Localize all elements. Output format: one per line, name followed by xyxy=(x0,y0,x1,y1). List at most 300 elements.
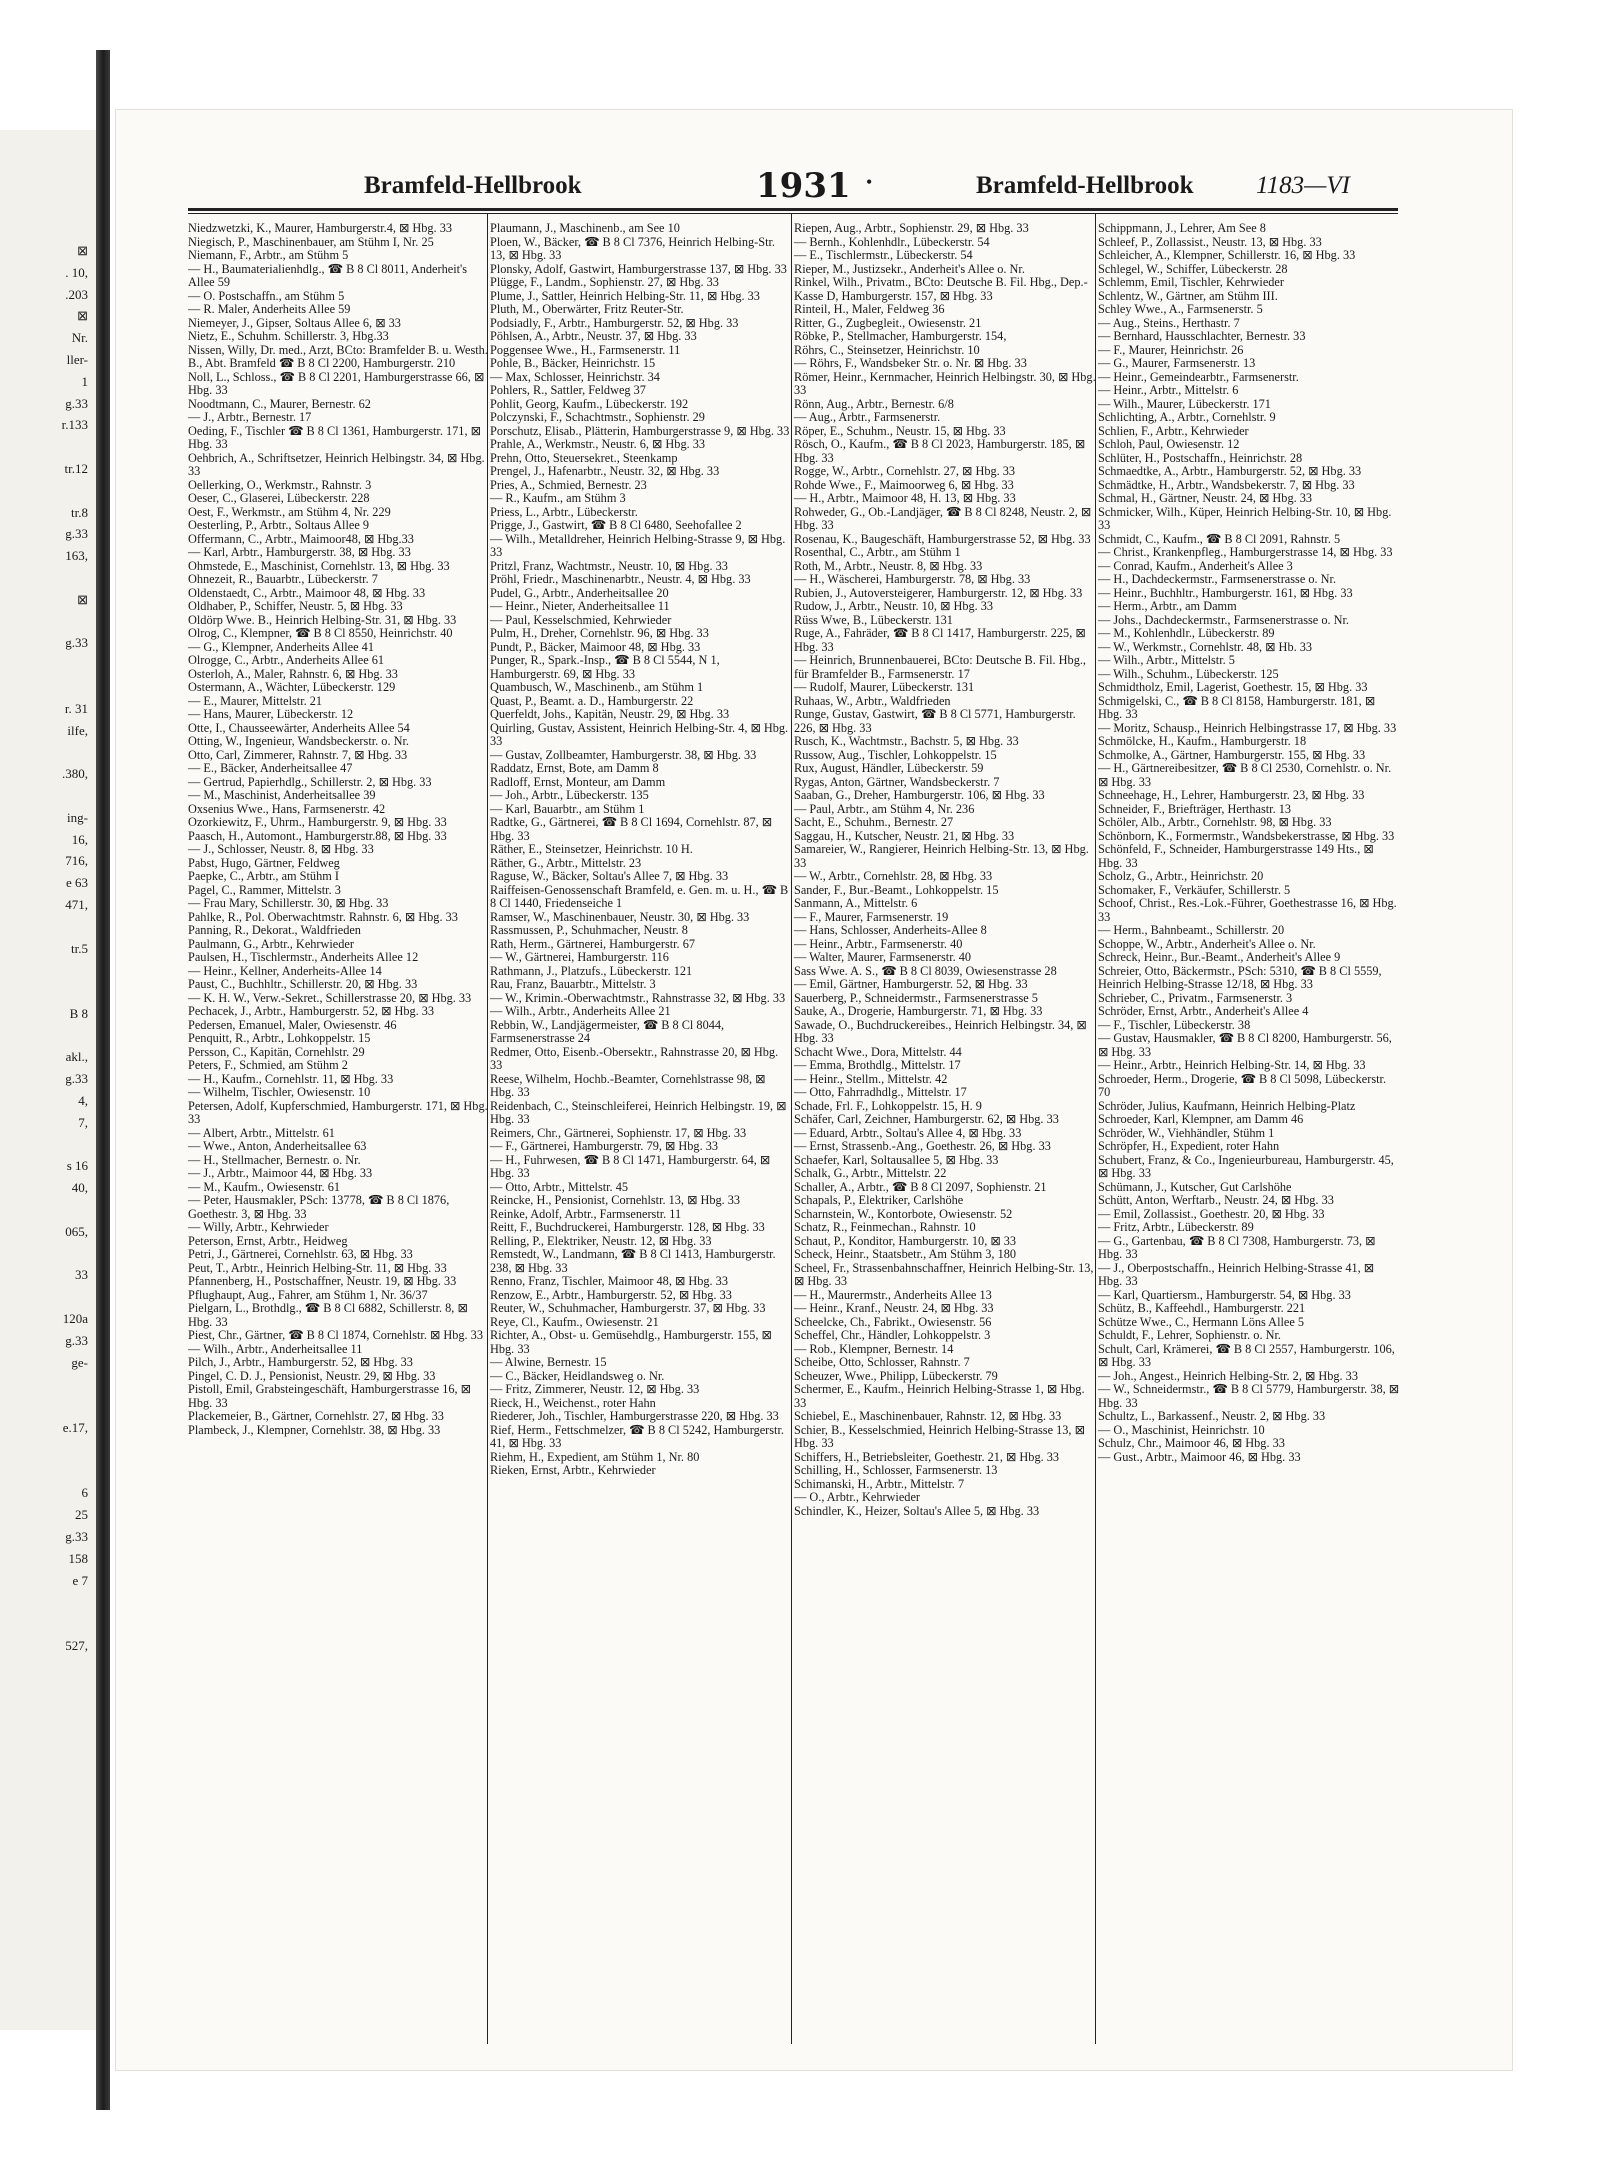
directory-entry: Schindler, K., Heizer, Soltau's Allee 5, ⊠ Hbg. 33 xyxy=(794,1503,1040,1518)
directory-entry: Polczynski, F., Schachtmstr., Sophienstr. 29 xyxy=(490,410,705,424)
directory-entry: Reese, Wilhelm, Hochb.-Beamter, Cornehlstrasse 98, ⊠ Hbg. 33 xyxy=(490,1071,766,1099)
directory-entry: Schomaker, F., Verkäufer, Schillerstr. 5 xyxy=(1098,882,1291,897)
margin-fragment: 120a xyxy=(62,1311,88,1327)
directory-column-2 xyxy=(490,222,792,1478)
margin-fragment: 163, xyxy=(65,548,88,564)
directory-entry: Rathmann, J., Platzufs., Lübeckerstr. 121 xyxy=(490,963,693,978)
directory-entry: Russow, Aug., Tischler, Lohkoppelstr. 15 xyxy=(794,747,997,762)
directory-entry: Rosenthal, C., Arbtr., am Stühm 1 xyxy=(794,545,961,559)
directory-entry: Rohde Wwe., F., Maimoorweg 6, ⊠ Hbg. 33 xyxy=(794,477,1014,492)
margin-fragment xyxy=(62,785,88,807)
margin-fragment: .380, xyxy=(62,766,88,782)
directory-entry: Schreck, Heinr., Bur.-Beamt., Anderheit's Allee 9 xyxy=(1098,950,1341,964)
directory-entry: Schümann, J., Kutscher, Gut Carlshöhe xyxy=(1098,1179,1292,1194)
margin-fragment: 158 xyxy=(68,1550,88,1566)
directory-entry: Rassmussen, P., Schuhmacher, Neustr. 8 xyxy=(490,923,688,937)
directory-entry: Schippmann, J., Lehrer, Am See 8 xyxy=(1098,221,1266,235)
directory-entry: Schmaedtke, A., Arbtr., Hamburgerstr. 52, ⊠ Hbg. 33 xyxy=(1098,464,1362,478)
directory-entry: Persson, C., Kapitän, Cornehlstr. 29 xyxy=(188,1044,365,1059)
directory-entry: — F., Gärtnerei, Hamburgerstr. 79, ⊠ Hbg. 33 xyxy=(490,1139,719,1153)
directory-entry: — H., Arbtr., Maimoor 48, H. 13, ⊠ Hbg. 33 xyxy=(794,491,1016,505)
directory-column-1 xyxy=(188,222,490,1437)
directory-entry: Querfeldt, Johs., Kapitän, Neustr. 29, ⊠ Hbg. 33 xyxy=(490,707,730,721)
directory-entry: Peters, F., Schmied, am Stühm 2 xyxy=(188,1058,348,1072)
directory-entry: Reuter, W., Schuhmacher, Hamburgerstr. 37, ⊠ Hbg. 33 xyxy=(490,1301,766,1315)
directory-entry: — Wilhelm, Tischler, Owiesenstr. 10 xyxy=(188,1085,371,1099)
directory-entry: Schuldt, F., Lehrer, Sophienstr. o. Nr. xyxy=(1098,1328,1281,1342)
directory-entry: Punger, R., Spark.-Insp., ☎ B 8 Cl 5544, N 1, Hamburgerstr. 69, ⊠ Hbg. 33 xyxy=(490,653,720,681)
directory-entry: Nissen, Willy, Dr. med., Arzt, BCto: Bramfelder B. u. Westh. B., Abt. Bramfeld ☎ B 8 Cl 2200, Hamburgerstr. 210 xyxy=(188,342,488,370)
directory-entry: — J., Arbtr., Maimoor 44, ⊠ Hbg. 33 xyxy=(188,1166,373,1180)
directory-entry: Runge, Gustav, Gastwirt, ☎ B 8 Cl 5771, Hamburgerstr. 226, ⊠ Hbg. 33 xyxy=(794,707,1076,735)
directory-entry: Röhrs, C., Steinsetzer, Heinrichstr. 10 xyxy=(794,342,980,357)
margin-fragment xyxy=(62,916,88,938)
directory-entry: — E., Maurer, Mittelstr. 21 xyxy=(188,693,323,708)
adjacent-page-text xyxy=(62,240,88,1657)
directory-entry: — Frau Mary, Schillerstr. 30, ⊠ Hbg. 33 xyxy=(188,896,389,910)
directory-entry: Schimanski, H., Arbtr., Mittelstr. 7 xyxy=(794,1476,965,1491)
directory-entry: — Gustav, Hausmakler, ☎ B 8 Cl 8200, Hamburgerstr. 56, ⊠ Hbg. 33 xyxy=(1098,1031,1392,1059)
directory-entry: — W., Arbtr., Cornehlstr. 28, ⊠ Hbg. 33 xyxy=(794,869,993,883)
directory-entry: Rygas, Anton, Gärtner, Wandsbeckerstr. 7 xyxy=(794,774,1000,789)
margin-fragment: tr.12 xyxy=(64,460,88,476)
directory-entry: Rief, Herm., Fettschmelzer, ☎ B 8 Cl 5242, Hamburgerstr. 41, ⊠ Hbg. 33 xyxy=(490,1422,784,1450)
directory-entry: Peterson, Ernst, Arbtr., Heidweg xyxy=(188,1233,348,1248)
directory-entry: — M., Maschinist, Anderheitsallee 39 xyxy=(188,788,376,802)
directory-entry: — Heinr., Arbtr., Heinrich Helbing-Str. 14, ⊠ Hbg. 33 xyxy=(1098,1058,1366,1072)
header-rule-bottom xyxy=(188,213,1398,214)
directory-entry: Ramser, W., Maschinenbauer, Neustr. 30, ⊠ Hbg. 33 xyxy=(490,909,750,924)
year-heading: 1931 xyxy=(756,166,851,206)
directory-entry: — J., Oberpostschaffn., Heinrich Helbing-Strasse 41, ⊠ Hbg. 33 xyxy=(1098,1260,1375,1288)
directory-entry: — Wilh., Schuhm., Lübeckerstr. 125 xyxy=(1098,666,1279,681)
directory-entry: — G., Gartenbau, ☎ B 8 Cl 7308, Hamburgerstr. 73, ⊠ Hbg. 33 xyxy=(1098,1233,1376,1261)
header-rule-top xyxy=(188,208,1398,211)
directory-entry: Rinkel, Wilh., Privatm., BCto: Deutsche B. Fil. Hbg., Dep.-Kasse D, Hamburgerstr. 157, ⊠ Hbg. 33 xyxy=(794,275,1088,303)
directory-entry: Rubien, J., Autoversteigerer, Hamburgerstr. 12, ⊠ Hbg. 33 xyxy=(794,585,1083,600)
directory-entry: Pistoll, Emil, Grabsteingeschäft, Hamburgerstrasse 16, ⊠ Hbg. 33 xyxy=(188,1382,471,1410)
margin-fragment xyxy=(62,1243,88,1265)
directory-entry: Schley Wwe., A., Farmsenerstr. 5 xyxy=(1098,302,1263,316)
directory-entry: Schulz, Chr., Maimoor 46, ⊠ Hbg. 33 xyxy=(1098,1436,1285,1450)
directory-entry: Pielgarn, L., Brothdlg., ☎ B 8 Cl 6882, Schillerstr. 8, ⊠ Hbg. 33 xyxy=(188,1301,468,1329)
directory-entry: Niegisch, P., Maschinenbauer, am Stühm I, Nr. 25 xyxy=(188,234,434,249)
directory-entry: Oesterling, P., Arbtr., Soltaus Allee 9 xyxy=(188,518,370,532)
directory-entry: Pagel, C., Rammer, Mittelstr. 3 xyxy=(188,882,341,897)
directory-column-4 xyxy=(1098,222,1400,1464)
book-gutter xyxy=(96,50,110,2110)
margin-fragment: ing- xyxy=(67,809,88,825)
directory-entry: Pingel, C. D. J., Pensionist, Neustr. 29, ⊠ Hbg. 33 xyxy=(188,1368,436,1383)
directory-entry: Schmidt, C., Kaufm., ☎ B 8 Cl 2091, Rahnstr. 5 xyxy=(1098,531,1341,546)
directory-entry: Scheffel, Chr., Händler, Lohkoppelstr. 3 xyxy=(794,1328,991,1342)
margin-fragment xyxy=(62,1373,88,1395)
margin-fragment: 716, xyxy=(65,853,88,869)
directory-entry: — H., Fuhrwesen, ☎ B 8 Cl 1471, Hamburgerstr. 64, ⊠ Hbg. 33 xyxy=(490,1152,771,1180)
margin-fragment: g.33 xyxy=(65,1332,88,1348)
directory-entry: Riehm, H., Expedient, am Stühm 1, Nr. 80 xyxy=(490,1449,700,1464)
directory-entry: — Paul, Kesselschmied, Kehrwieder xyxy=(490,612,672,627)
margin-fragment: ge- xyxy=(71,1354,88,1370)
directory-entry: Pedersen, Emanuel, Maler, Owiesenstr. 46 xyxy=(188,1017,397,1032)
running-head-right: Bramfeld-Hellbrook xyxy=(976,172,1194,199)
directory-entry: Prengel, J., Hafenarbtr., Neustr. 32, ⊠ Hbg. 33 xyxy=(490,464,720,478)
directory-entry: Sauerberg, P., Schneidermstr., Farmsenerstrasse 5 xyxy=(794,990,1038,1005)
directory-entry: Rogge, W., Arbtr., Cornehlstr. 27, ⊠ Hbg. 33 xyxy=(794,464,1016,478)
directory-entry: — Otto, Fahrradhdlg., Mittelstr. 17 xyxy=(794,1085,967,1099)
margin-fragment xyxy=(62,436,88,458)
directory-entry: Paepke, C., Arbtr., am Stühm I xyxy=(188,869,339,883)
directory-entry: Schütze Wwe., C., Hermann Löns Allee 5 xyxy=(1098,1314,1305,1329)
directory-entry: Raiffeisen-Genossenschaft Bramfeld, e. Gen. m. u. H., ☎ B 8 Cl 1440, Friedenseiche 1 xyxy=(490,882,789,910)
directory-entry: — O., Arbtr., Kehrwieder xyxy=(794,1490,921,1504)
directory-entry: Schmigelski, C., ☎ B 8 Cl 8158, Hamburgerstr. 181, ⊠ Hbg. 33 xyxy=(1098,693,1376,721)
directory-entry: — J., Arbtr., Bernestr. 17 xyxy=(188,410,312,424)
directory-entry: Schleef, P., Zollassist., Neustr. 13, ⊠ Hbg. 33 xyxy=(1098,234,1322,249)
directory-entry: Rieck, H., Weichenst., roter Hahn xyxy=(490,1395,656,1410)
directory-entry: Schreier, Otto, Bäckermstr., PSch: 5310, ☎ B 8 Cl 5559, Heinrich Helbing-Strasse 12/18, ⊠ Hbg. 33 xyxy=(1098,963,1382,991)
directory-entry: Schäfer, Carl, Zeichner, Hamburgerstr. 62, ⊠ Hbg. 33 xyxy=(794,1112,1059,1126)
directory-entry: Pohle, B., Bäcker, Heinrichstr. 15 xyxy=(490,356,656,370)
directory-entry: Plonsky, Adolf, Gastwirt, Hamburgerstrasse 137, ⊠ Hbg. 33 xyxy=(490,261,787,276)
directory-entry: — H., Stellmacher, Bernestr. o. Nr. xyxy=(188,1152,361,1167)
directory-entry: — Heinr., Arbtr., Farmsenerstr. 40 xyxy=(794,936,963,951)
margin-fragment: 527, xyxy=(65,1638,88,1653)
directory-entry: Schroeder, Herm., Drogerie, ☎ B 8 Cl 5098, Lübeckerstr. 70 xyxy=(1098,1071,1387,1099)
margin-fragment xyxy=(62,676,88,698)
directory-entry: Plügge, F., Landm., Sophienstr. 27, ⊠ Hbg. 33 xyxy=(490,275,719,289)
directory-entry: — H., Wäscherei, Hamburgerstr. 78, ⊠ Hbg. 33 xyxy=(794,572,1031,586)
directory-entry: Panning, R., Dekorat., Waldfrieden xyxy=(188,923,361,937)
directory-entry: Schütz, B., Kaffeehdl., Hamburgerstr. 221 xyxy=(1098,1301,1306,1315)
directory-entry: Schlentz, W., Gärtner, am Stühm III. xyxy=(1098,288,1278,303)
directory-entry: Pabst, Hugo, Gärtner, Feldweg xyxy=(188,855,340,870)
directory-entry: Pröhl, Friedr., Maschinenarbtr., Neustr. 4, ⊠ Hbg. 33 xyxy=(490,572,751,586)
directory-entry: Schmicker, Wilh., Küper, Heinrich Helbing-Str. 10, ⊠ Hbg. 33 xyxy=(1098,504,1392,532)
directory-entry: Noll, L., Schloss., ☎ B 8 Cl 2201, Hamburgerstrasse 66, ⊠ Hbg. 33 xyxy=(188,369,485,397)
directory-entry: Pilch, J., Arbtr., Hamburgerstr. 52, ⊠ Hbg. 33 xyxy=(188,1355,413,1369)
directory-page xyxy=(116,110,1512,2070)
directory-entry: — O. Postschaffn., am Stühm 5 xyxy=(188,288,345,303)
directory-entry: Paulsen, H., Tischlermstr., Anderheits Allee 12 xyxy=(188,950,419,964)
directory-entry: Rösch, O., Kaufm., ☎ B 8 Cl 2023, Hamburgerstr. 185, ⊠ Hbg. 33 xyxy=(794,437,1086,465)
directory-entry: Pluth, M., Oberwärter, Fritz Reuter-Str. xyxy=(490,302,684,316)
directory-entry: Quast, P., Beamt. a. D., Hamburgerstr. 22 xyxy=(490,693,694,708)
directory-entry: — M., Kohlenhdlr., Lübeckerstr. 89 xyxy=(1098,626,1275,640)
directory-column-3 xyxy=(794,222,1096,1518)
directory-entry: Penquitt, R., Arbtr., Lohkoppelstr. 15 xyxy=(188,1031,371,1045)
directory-entry: Prahle, A., Werkmstr., Neustr. 6, ⊠ Hbg. 33 xyxy=(490,437,706,451)
directory-entry: Piest, Chr., Gärtner, ☎ B 8 Cl 1874, Cornehlstr. ⊠ Hbg. 33 xyxy=(188,1328,483,1342)
directory-entry: Scheck, Heinr., Staatsbetr., Am Stühm 3, 180 xyxy=(794,1247,1017,1261)
directory-entry: Richter, A., Obst- u. Gemüsehdlg., Hamburgerstr. 155, ⊠ Hbg. 33 xyxy=(490,1328,772,1356)
directory-entry: — Wilh., Maurer, Lübeckerstr. 171 xyxy=(1098,396,1271,411)
margin-fragment xyxy=(62,567,88,589)
directory-entry: Rosenau, K., Baugeschäft, Hamburgerstrasse 52, ⊠ Hbg. 33 xyxy=(794,531,1091,546)
directory-entry: — Johs., Dachdeckermstr., Farmsenerstrasse o. Nr. xyxy=(1098,612,1350,627)
directory-entry: — Heinrich, Brunnenbauerei, BCto: Deutsche B. Fil. Hbg., für Bramfelder B., Farmsenerstr. 17 xyxy=(794,653,1087,681)
directory-entry: — Albert, Arbtr., Mittelstr. 61 xyxy=(188,1125,335,1140)
directory-entry: Schult, Carl, Krämerei, ☎ B 8 Cl 2557, Hamburgerstr. 106, ⊠ Hbg. 33 xyxy=(1098,1341,1395,1369)
directory-entry: Schönfeld, F., Schneider, Hamburgerstrasse 149 Hts., ⊠ Hbg. 33 xyxy=(1098,842,1374,870)
directory-entry: Petersen, Adolf, Kupferschmied, Hamburgerstr. 171, ⊠ Hbg. 33 xyxy=(188,1098,488,1126)
directory-entry: — Herm., Arbtr., am Damm xyxy=(1098,599,1237,613)
directory-entry: — Röhrs, F., Wandsbeker Str. o. Nr. ⊠ Hbg. 33 xyxy=(794,356,1027,370)
margin-fragment: ⊠ xyxy=(77,308,88,324)
directory-entry: Plume, J., Sattler, Heinrich Helbing-Str. 11, ⊠ Hbg. 33 xyxy=(490,288,760,303)
directory-entry: Schlegel, W., Schiffer, Lübeckerstr. 28 xyxy=(1098,261,1288,276)
directory-entry: — F., Tischler, Lübeckerstr. 38 xyxy=(1098,1017,1251,1032)
directory-entry: Pulm, H., Dreher, Cornehlstr. 96, ⊠ Hbg. 33 xyxy=(490,626,709,640)
directory-entry: — Willy, Arbtr., Kehrwieder xyxy=(188,1220,329,1234)
directory-entry: Reinke, Adolf, Arbtr., Farmsenerstr. 11 xyxy=(490,1206,682,1221)
directory-entry: Renzow, E., Arbtr., Hamburgerstr. 52, ⊠ Hbg. 33 xyxy=(490,1287,732,1302)
directory-entry: Schultz, L., Barkassenf., Neustr. 2, ⊠ Hbg. 33 xyxy=(1098,1409,1326,1423)
directory-entry: Oldenstaedt, C., Arbtr., Maimoor 48, ⊠ Hbg. 33 xyxy=(188,585,426,600)
directory-entry: Offermann, C., Arbtr., Maimoor48, ⊠ Hbg.33 xyxy=(188,531,414,546)
directory-entry: Scheibe, Otto, Schlosser, Rahnstr. 7 xyxy=(794,1355,970,1369)
directory-entry: — R., Kaufm., am Stühm 3 xyxy=(490,491,626,505)
directory-entry: Paulmann, G., Arbtr., Kehrwieder xyxy=(188,936,354,951)
directory-entry: Schatz, R., Feinmechan., Rahnstr. 10 xyxy=(794,1220,976,1234)
directory-entry: Rönn, Aug., Arbtr., Bernestr. 6/8 xyxy=(794,396,954,411)
margin-fragment: g.33 xyxy=(65,1529,88,1545)
directory-entry: — Heinr., Kranf., Neustr. 24, ⊠ Hbg. 33 xyxy=(794,1301,994,1315)
directory-entry: — Moritz, Schausp., Heinrich Helbingstrasse 17, ⊠ Hbg. 33 xyxy=(1098,720,1397,735)
directory-entry: — Emil, Zollassist., Goethestr. 20, ⊠ Hbg. 33 xyxy=(1098,1206,1325,1221)
directory-entry: Scholz, G., Arbtr., Heinrichstr. 20 xyxy=(1098,869,1264,883)
margin-fragment: 471, xyxy=(65,896,88,912)
margin-fragment: g.33 xyxy=(65,395,88,411)
directory-entry: — Wilh., Arbtr., Mittelstr. 5 xyxy=(1098,653,1235,667)
margin-fragment xyxy=(62,1134,88,1156)
directory-entry: Schmölcke, H., Kaufm., Hamburgerstr. 18 xyxy=(1098,734,1307,748)
directory-entry: Röbke, P., Stellmacher, Hamburgerstr. 154, xyxy=(794,329,1007,343)
directory-entry: Schleicher, A., Klempner, Schillerstr. 16, ⊠ Hbg. 33 xyxy=(1098,248,1356,262)
directory-entry: — Joh., Arbtr., Lübeckerstr. 135 xyxy=(490,788,649,802)
directory-entry: — Walter, Maurer, Farmsenerstr. 40 xyxy=(794,950,972,964)
directory-entry: Niemeyer, J., Gipser, Soltaus Allee 6, ⊠ 33 xyxy=(188,315,401,330)
directory-entry: Schiebel, E., Maschinenbauer, Rahnstr. 12, ⊠ Hbg. 33 xyxy=(794,1409,1062,1423)
margin-fragment: akl., xyxy=(65,1049,88,1065)
margin-fragment: 7, xyxy=(78,1114,88,1130)
margin-fragment: 4, xyxy=(78,1093,88,1109)
directory-entry: Schroeder, Karl, Klempner, am Damm 46 xyxy=(1098,1112,1304,1126)
margin-fragment: B 8 xyxy=(69,1005,88,1021)
margin-fragment xyxy=(62,981,88,1003)
directory-entry: Rinteil, H., Maler, Feldweg 36 xyxy=(794,302,945,316)
margin-fragment: s 16 xyxy=(66,1158,88,1174)
directory-entry: — Heinr., Stellm., Mittelstr. 42 xyxy=(794,1071,948,1086)
margin-fragment: g.33 xyxy=(65,635,88,651)
directory-entry: Plackemeier, B., Gärtner, Cornehlstr. 27, ⊠ Hbg. 33 xyxy=(188,1409,444,1423)
margin-fragment xyxy=(62,959,88,981)
directory-entry: Ostermann, A., Wächter, Lübeckerstr. 129 xyxy=(188,680,396,694)
directory-entry: Pries, A., Schmied, Bernestr. 23 xyxy=(490,477,647,492)
directory-entry: Räther, E., Steinsetzer, Heinrichstr. 10 H. xyxy=(490,842,693,856)
directory-entry: — Hans, Schlosser, Anderheits-Allee 8 xyxy=(794,923,987,937)
margin-fragment: 6 xyxy=(81,1485,88,1501)
directory-entry: Sander, F., Bur.-Beamt., Lohkoppelstr. 15 xyxy=(794,882,999,897)
margin-fragment: e 63 xyxy=(65,875,88,891)
margin-fragment: r. 31 xyxy=(64,700,88,716)
directory-entry: — H., Dachdeckermstr., Farmsenerstrasse o. Nr. xyxy=(1098,572,1337,586)
margin-fragment: .203 xyxy=(65,286,88,302)
margin-fragment: e 7 xyxy=(72,1572,88,1588)
directory-entry: — O., Maschinist, Heinrichstr. 10 xyxy=(1098,1422,1265,1437)
directory-entry: Sanmann, A., Mittelstr. 6 xyxy=(794,896,918,910)
directory-entry: — Wilh., Metalldreher, Heinrich Helbing-Strasse 9, ⊠ Hbg. 33 xyxy=(490,531,786,559)
directory-entry: Schlüter, H., Postschaffn., Heinrichstr. 28 xyxy=(1098,450,1303,465)
directory-entry: Niedzwetzki, K., Maurer, Hamburgerstr.4, ⊠ Hbg. 33 xyxy=(188,221,452,235)
directory-entry: Reitt, F., Buchdruckerei, Hamburgerstr. 128, ⊠ Hbg. 33 xyxy=(490,1220,765,1234)
directory-entry: Rüss Wwe, B., Lübeckerstr. 131 xyxy=(794,612,953,627)
directory-entry: Schier, B., Kesselschmied, Heinrich Helbing-Strasse 13, ⊠ Hbg. 33 xyxy=(794,1422,1085,1450)
directory-entry: Ruhaas, W., Arbtr., Waldfrieden xyxy=(794,693,951,708)
running-head-left: Bramfeld-Hellbrook xyxy=(364,172,582,199)
directory-entry: Reincke, H., Pensionist, Cornehlstr. 13, ⊠ Hbg. 33 xyxy=(490,1193,741,1207)
directory-entry: Petri, J., Gärtnerei, Cornehlstr. 63, ⊠ Hbg. 33 xyxy=(188,1247,413,1261)
directory-entry: Otting, W., Ingenieur, Wandsbeckerstr. o. Nr. xyxy=(188,734,409,748)
directory-entry: Schneider, F., Briefträger, Herthastr. 13 xyxy=(1098,801,1292,816)
directory-entry: — Hans, Maurer, Lübeckerstr. 12 xyxy=(188,707,354,721)
margin-fragment xyxy=(62,1591,88,1613)
directory-entry: Schröder, W., Viehhändler, Stühm 1 xyxy=(1098,1125,1275,1140)
directory-entry: Riepen, Aug., Arbtr., Sophienstr. 29, ⊠ Hbg. 33 xyxy=(794,221,1029,235)
directory-entry: — Bernh., Kohlenhdlr., Lübeckerstr. 54 xyxy=(794,234,990,249)
directory-entry: — E., Bäcker, Anderheitsallee 47 xyxy=(188,761,353,775)
directory-entry: Rebbin, W., Landjägermeister, ☎ B 8 Cl 8044, Farmsenerstrasse 24 xyxy=(490,1017,725,1045)
directory-entry: Porschutz, Elisab., Plätterin, Hamburgerstrasse 9, ⊠ Hbg. 33 xyxy=(490,423,790,438)
directory-entry: Schrieber, C., Privatm., Farmsenerstr. 3 xyxy=(1098,990,1293,1005)
directory-entry: Pundt, P., Bäcker, Maimoor 48, ⊠ Hbg. 33 xyxy=(490,639,701,654)
directory-entry: Pöhlsen, A., Arbtr., Neustr. 37, ⊠ Hbg. 33 xyxy=(490,329,697,343)
directory-entry: — Conrad, Kaufm., Anderheit's Allee 3 xyxy=(1098,558,1293,573)
directory-entry: Oehbrich, A., Schriftsetzer, Heinrich Helbingstr. 34, ⊠ Hbg. 33 xyxy=(188,450,485,478)
margin-fragment: tr.8 xyxy=(71,504,88,520)
directory-entry: Reimers, Chr., Gärtnerei, Sophienstr. 17, ⊠ Hbg. 33 xyxy=(490,1125,747,1140)
directory-entry: — Bernhard, Hausschlachter, Bernestr. 33 xyxy=(1098,329,1306,343)
margin-fragment xyxy=(62,480,88,502)
directory-entry: Rohweder, G., Ob.-Landjäger, ☎ B 8 Cl 8248, Neustr. 2, ⊠ Hbg. 33 xyxy=(794,504,1092,532)
directory-entry: — Rudolf, Maurer, Lübeckerstr. 131 xyxy=(794,680,975,694)
margin-fragment xyxy=(62,1613,88,1635)
header-dot: • xyxy=(866,172,873,192)
directory-entry: Schmolke, A., Gärtner, Hamburgerstr. 155, ⊠ Hbg. 33 xyxy=(1098,747,1366,762)
directory-entry: Ohnezeit, R., Bauarbtr., Lübeckerstr. 7 xyxy=(188,572,378,586)
directory-entry: Quambusch, W., Maschinenb., am Stühm 1 xyxy=(490,680,704,694)
directory-entry: Priess, L., Arbtr., Lübeckerstr. xyxy=(490,504,638,519)
directory-entry: Oeser, C., Glaserei, Lübeckerstr. 228 xyxy=(188,491,370,505)
directory-entry: — F., Maurer, Heinrichstr. 26 xyxy=(1098,342,1244,357)
margin-fragment: ilfe, xyxy=(67,722,88,738)
margin-fragment: ⊠ xyxy=(77,591,88,607)
directory-entry: Sawade, O., Buchdruckereibes., Heinrich Helbingstr. 34, ⊠ Hbg. 33 xyxy=(794,1017,1087,1045)
directory-entry: — Emil, Gärtner, Hamburgerstr. 52, ⊠ Hbg. 33 xyxy=(794,977,1028,991)
directory-entry: Schiffers, H., Betriebsleiter, Goethestr. 21, ⊠ Hbg. 33 xyxy=(794,1449,1060,1464)
directory-entry: Radtke, G., Gärtnerei, ☎ B 8 Cl 1694, Cornehlstr. 87, ⊠ Hbg. 33 xyxy=(490,815,773,843)
directory-entry: Pritzl, Franz, Wachtmstr., Neustr. 10, ⊠ Hbg. 33 xyxy=(490,558,728,573)
directory-entry: Plambeck, J., Klempner, Cornehlstr. 38, ⊠ Hbg. 33 xyxy=(188,1422,441,1437)
directory-entry: — E., Tischlermstr., Lübeckerstr. 54 xyxy=(794,248,973,262)
directory-entry: — J., Schlosser, Neustr. 8, ⊠ Hbg. 33 xyxy=(188,842,374,856)
margin-fragment xyxy=(62,654,88,676)
directory-entry: — Peter, Hausmakler, PSch: 13778, ☎ B 8 Cl 1876, Goethestr. 3, ⊠ Hbg. 33 xyxy=(188,1193,450,1221)
directory-entry: Schlemm, Emil, Tischler, Kehrwieder xyxy=(1098,275,1284,289)
directory-entry: Pohlit, Georg, Kaufm., Lübeckerstr. 192 xyxy=(490,396,689,411)
directory-entry: Ploen, W., Bäcker, ☎ B 8 Cl 7376, Heinrich Helbing-Str. 13, ⊠ Hbg. 33 xyxy=(490,234,775,262)
directory-entry: Oldörp Wwe. B., Heinrich Helbing-Str. 31, ⊠ Hbg. 33 xyxy=(188,612,457,627)
margin-fragment: 1 xyxy=(81,373,88,389)
directory-entry: Schaller, A., Arbtr., ☎ B 8 Cl 2097, Sophienstr. 21 xyxy=(794,1179,1047,1194)
directory-entry: Rux, August, Händler, Lübeckerstr. 59 xyxy=(794,761,984,775)
directory-entry: Sacht, E., Schuhm., Bernestr. 27 xyxy=(794,815,954,829)
directory-entry: Schröder, Julius, Kaufmann, Heinrich Helbing-Platz xyxy=(1098,1098,1356,1113)
directory-entry: — G., Klempner, Anderheits Allee 41 xyxy=(188,639,374,654)
margin-fragment: 065, xyxy=(65,1223,88,1239)
directory-entry: Scharnstein, W., Kontorbote, Owiesenstr. 52 xyxy=(794,1206,1013,1221)
directory-entry: Paasch, H., Automont., Hamburgerstr.88, ⊠ Hbg. 33 xyxy=(188,828,447,843)
directory-entry: Rieken, Ernst, Arbtr., Kehrwieder xyxy=(490,1463,656,1477)
adjacent-page-margin xyxy=(0,130,96,2030)
margin-fragment: 25 xyxy=(75,1507,88,1523)
directory-entry: Raguse, W., Bäcker, Soltau's Allee 7, ⊠ Hbg. 33 xyxy=(490,869,729,883)
directory-entry: — H., Kaufm., Cornehlstr. 11, ⊠ Hbg. 33 xyxy=(188,1071,394,1086)
directory-entry: — Karl, Bauarbtr., am Stühm 1 xyxy=(490,801,645,816)
directory-entry: Schade, Frl. F., Lohkoppelstr. 15, H. 9 xyxy=(794,1098,982,1113)
directory-entry: Schlien, F., Arbtr., Kehrwieder xyxy=(1098,423,1249,438)
margin-fragment: r.133 xyxy=(61,417,88,433)
directory-entry: Pahlke, R., Pol. Oberwachtmstr. Rahnstr. 6, ⊠ Hbg. 33 xyxy=(188,909,458,924)
directory-entry: — Christ., Krankenpfleg., Hamburgerstrasse 14, ⊠ Hbg. 33 xyxy=(1098,545,1393,559)
directory-entry: — Fritz, Zimmerer, Neustr. 12, ⊠ Hbg. 33 xyxy=(490,1382,700,1396)
directory-entry: Raddatz, Ernst, Bote, am Damm 8 xyxy=(490,761,659,775)
directory-entry: Niemann, F., Arbtr., am Stühm 5 xyxy=(188,248,349,262)
directory-entry: Plaumann, J., Maschinenb., am See 10 xyxy=(490,221,680,235)
directory-entry: — Rob., Klempner, Bernestr. 14 xyxy=(794,1341,954,1356)
directory-entry: Römer, Heinr., Kernmacher, Heinrich Helbingstr. 30, ⊠ Hbg. 33 xyxy=(794,369,1096,397)
directory-entry: Rath, Herm., Gärtnerei, Hamburgerstr. 67 xyxy=(490,936,696,951)
directory-entry: Schloh, Paul, Owiesenstr. 12 xyxy=(1098,437,1240,451)
directory-entry: Rau, Franz, Bauarbtr., Mittelstr. 3 xyxy=(490,977,656,991)
directory-entry: Ruge, A., Fahräder, ☎ B 8 Cl 1417, Hamburgerstr. 225, ⊠ Hbg. 33 xyxy=(794,626,1086,654)
directory-entry: — Gust., Arbtr., Maimoor 46, ⊠ Hbg. 33 xyxy=(1098,1449,1301,1464)
directory-entry: Rudow, J., Arbtr., Neustr. 10, ⊠ Hbg. 33 xyxy=(794,599,994,613)
directory-entry: Schmädtke, H., Arbtr., Wandsbekerstr. 7, ⊠ Hbg. 33 xyxy=(1098,477,1355,492)
directory-entry: — W., Schneidermstr., ☎ B 8 Cl 5779, Hamburgerstr. 38, ⊠ Hbg. 33 xyxy=(1098,1382,1400,1410)
margin-fragment: . 10, xyxy=(65,264,88,280)
directory-entry: Reidenbach, C., Steinschleiferei, Heinrich Helbingstr. 19, ⊠ Hbg. 33 xyxy=(490,1098,787,1126)
directory-entry: Schubert, Franz, & Co., Ingenieurbureau, Hamburgerstr. 45, ⊠ Hbg. 33 xyxy=(1098,1152,1394,1180)
directory-entry: — Ernst, Strassenb.-Ang., Goethestr. 26, ⊠ Hbg. 33 xyxy=(794,1139,1051,1153)
directory-entry: Ohmstede, E., Maschinist, Cornehlstr. 13, ⊠ Hbg. 33 xyxy=(188,558,450,573)
directory-entry: — Emma, Brothdlg., Mittelstr. 17 xyxy=(794,1058,961,1072)
directory-entry: Schütt, Anton, Werftarb., Neustr. 24, ⊠ Hbg. 33 xyxy=(1098,1193,1334,1207)
directory-entry: Pflughaupt, Aug., Fahrer, am Stühm 1, Nr. 36/37 xyxy=(188,1287,428,1302)
directory-entry: Pfannenberg, H., Postschaffner, Neustr. 19, ⊠ Hbg. 33 xyxy=(188,1274,457,1288)
directory-entry: Oest, F., Werkmstr., am Stühm 4, Nr. 229 xyxy=(188,504,391,519)
directory-entry: Peut, T., Arbtr., Heinrich Helbing-Str. 11, ⊠ Hbg. 33 xyxy=(188,1260,447,1275)
directory-entry: Pohlers, R., Sattler, Feldweg 37 xyxy=(490,383,646,397)
margin-fragment: e.17, xyxy=(62,1420,88,1436)
directory-entry: Schmal, H., Gärtner, Neustr. 24, ⊠ Hbg. 33 xyxy=(1098,491,1313,505)
directory-entry: — Gertrud, Papierhdlg., Schillerstr. 2, ⊠ Hbg. 33 xyxy=(188,774,432,789)
directory-entry: — H., Baumaterialienhdlg., ☎ B 8 Cl 8011, Anderheit's Allee 59 xyxy=(188,261,468,289)
directory-entry: — Karl, Quartiersm., Hamburgerstr. 54, ⊠ Hbg. 33 xyxy=(1098,1287,1351,1302)
directory-entry: Remstedt, W., Landmann, ☎ B 8 Cl 1413, Hamburgerstr. 238, ⊠ Hbg. 33 xyxy=(490,1247,776,1275)
directory-entry: Oxsenius Wwe., Hans, Farmsenerstr. 42 xyxy=(188,801,386,816)
directory-entry: Schaefer, Karl, Soltausallee 5, ⊠ Hbg. 33 xyxy=(794,1152,999,1167)
